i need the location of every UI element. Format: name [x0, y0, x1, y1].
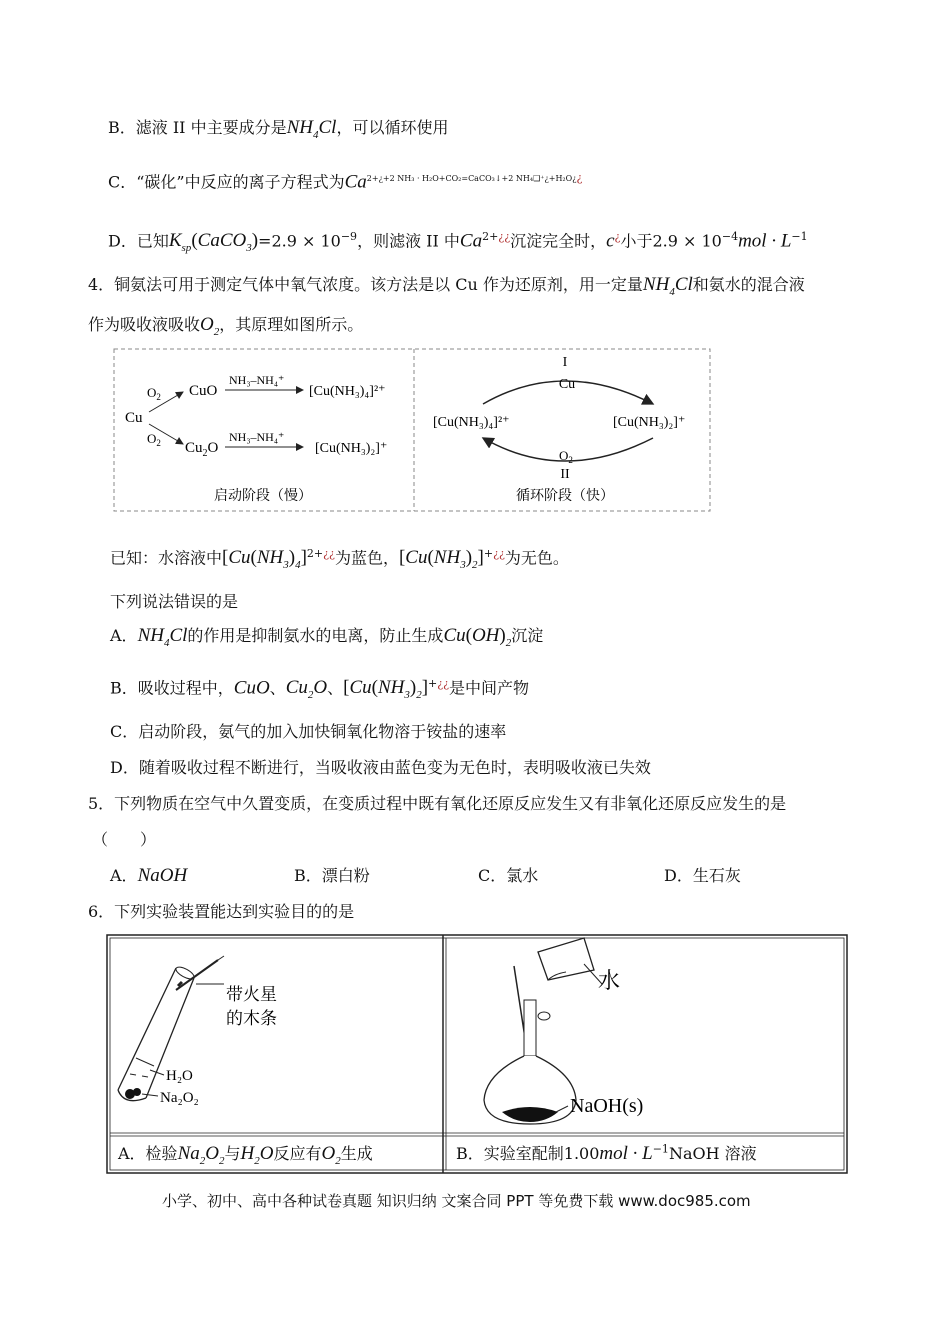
- formula-nh4cl: $NH_4Cl$: [286, 117, 337, 141]
- q4-ask: 下列说法错误的是: [110, 592, 239, 611]
- volumetric-flask-figure: [484, 938, 643, 1124]
- page-footer: 小学、初中、高中各种试卷真题 知识归纳 文案合同 PPT 等免费下载 www.doc985.com: [162, 1192, 751, 1210]
- q3-option-c: C．“碳化”中反应的离子方程式为$Ca^{2+¿+2 NH_3 \cdot H_2O+CO_2=CaCO_3↓+2 NH_4❑^+¿+H_2O¿¿}$: [108, 171, 583, 193]
- o2-label-top: $O_2$: [147, 385, 161, 402]
- q4-stem-line2: 作为吸收液吸收$O_2$，其原理如图所示。: [88, 314, 364, 338]
- q5-option-b: B．漂白粉: [294, 866, 370, 885]
- startup-caption: 启动阶段（慢）: [214, 489, 312, 504]
- diagram-frame: [114, 349, 710, 511]
- complex-tetraammine: [Cu(NH₃)₄]²⁺: [309, 384, 386, 399]
- cu-label: Cu: [125, 410, 143, 426]
- q5-option-d: D．生石灰: [664, 866, 741, 885]
- o2-reagent: $O_2$: [559, 448, 573, 465]
- o2-label-bottom: $O_2$: [147, 431, 161, 448]
- flask-neck: [524, 1000, 536, 1056]
- q6-caption-b: B．实验室配制$1.00mol \cdot L^{-1}NaOH$ 溶液: [456, 1142, 757, 1164]
- h2o-label: H₂O: [166, 1068, 193, 1084]
- formula-ca: Ca: [344, 171, 367, 193]
- splint-label-2: 的木条: [226, 1009, 277, 1028]
- q5-option-a: A．NaOH: [110, 865, 188, 886]
- q3-option-b: B．滤液 II 中主要成分是$NH_4Cl$，可以循环使用: [108, 117, 449, 141]
- q3-option-d: D．已知$K_{sp}(CaCO_3)=2.9 \times 10^{-9}$，则滤液 II 中$Ca^{2+¿¿}$沉淀完全时，c¿小于$2.9 \times 10^{-4}mol \cdot L^{-1}$: [108, 230, 808, 255]
- q6-caption-a: A．检验$Na_2O_2$与$H_2O$反应有$O_2$生成: [118, 1143, 373, 1167]
- complex-right: [Cu(NH₃)₂]⁺: [613, 415, 686, 430]
- ionic-equation: 2+¿+2 NH₃ · H₂O+CO₂=CaCO₃↓+2 NH₄❑⁺¿+H₂O¿: [366, 174, 577, 183]
- q4-option-a: A．$NH_4Cl$的作用是抑制氨水的电离，防止生成$Cu(OH)_2$沉淀: [110, 625, 544, 649]
- complex-diammine: [Cu(NH₃)₂]⁺: [315, 441, 388, 456]
- q5-option-c: C．氯水: [478, 866, 539, 885]
- q6-stem: 6．下列实验装置能达到实验目的的是: [88, 902, 355, 921]
- test-tube-figure: [118, 956, 277, 1106]
- stopper-icon: [538, 1012, 550, 1020]
- q4-option-b: B．吸收过程中，CuO、$Cu_2O$、$[Cu(NH_3)_2]^{+¿¿}$是中间产物: [110, 677, 530, 702]
- q5-stem: 5．下列物质在空气中久置变质，在变质过程中既有氧化还原反应发生又有非氧化还原反应发生的是: [88, 794, 787, 813]
- cu-reagent: Cu: [558, 377, 576, 392]
- q4-option-d: D．随着吸收过程不断进行，当吸收液由蓝色变为无色时，表明吸收液已失效: [110, 758, 651, 777]
- cycle-caption: 循环阶段（快）: [516, 489, 614, 504]
- nh3-nh4-top: NH₃–NH₄⁺: [229, 373, 285, 387]
- splint-label-1: 带火星: [226, 985, 277, 1004]
- roman-two: II: [560, 467, 570, 482]
- q4-option-c: C．启动阶段，氨气的加入加快铜氧化物溶于铵盐的速率: [110, 722, 507, 741]
- formula-ksp: $K_{sp}(CaCO_3)$: [168, 230, 259, 255]
- naoh-label: NaOH(s): [570, 1095, 644, 1117]
- copper-ammonia-diagram: [113, 348, 711, 512]
- q4-known: 已知：水溶液中$[Cu(NH_3)_4]^{2+¿¿}$为蓝色，$[Cu(NH_3)_2]^{+¿¿}$为无色。: [110, 547, 569, 572]
- roman-one: I: [562, 355, 568, 370]
- beaker-icon: [538, 938, 594, 980]
- q4-stem-line1: 4．铜氨法可用于测定气体中氧气浓度。该方法是以 Cu 作为还原剂，用一定量$NH_4Cl$和氨水的混合液: [88, 274, 805, 298]
- na2o2-label: Na₂O₂: [160, 1090, 199, 1106]
- cu2o-label: $Cu_2O$: [185, 440, 219, 459]
- q5-paren: （ ）: [92, 830, 157, 849]
- nh3-nh4-bottom: NH₃–NH₄⁺: [229, 430, 285, 444]
- water-label: 水: [598, 968, 621, 993]
- complex-left: [Cu(NH₃)₄]²⁺: [433, 415, 510, 430]
- q6-figure-table: [106, 934, 848, 1174]
- cuo-label: CuO: [189, 383, 218, 399]
